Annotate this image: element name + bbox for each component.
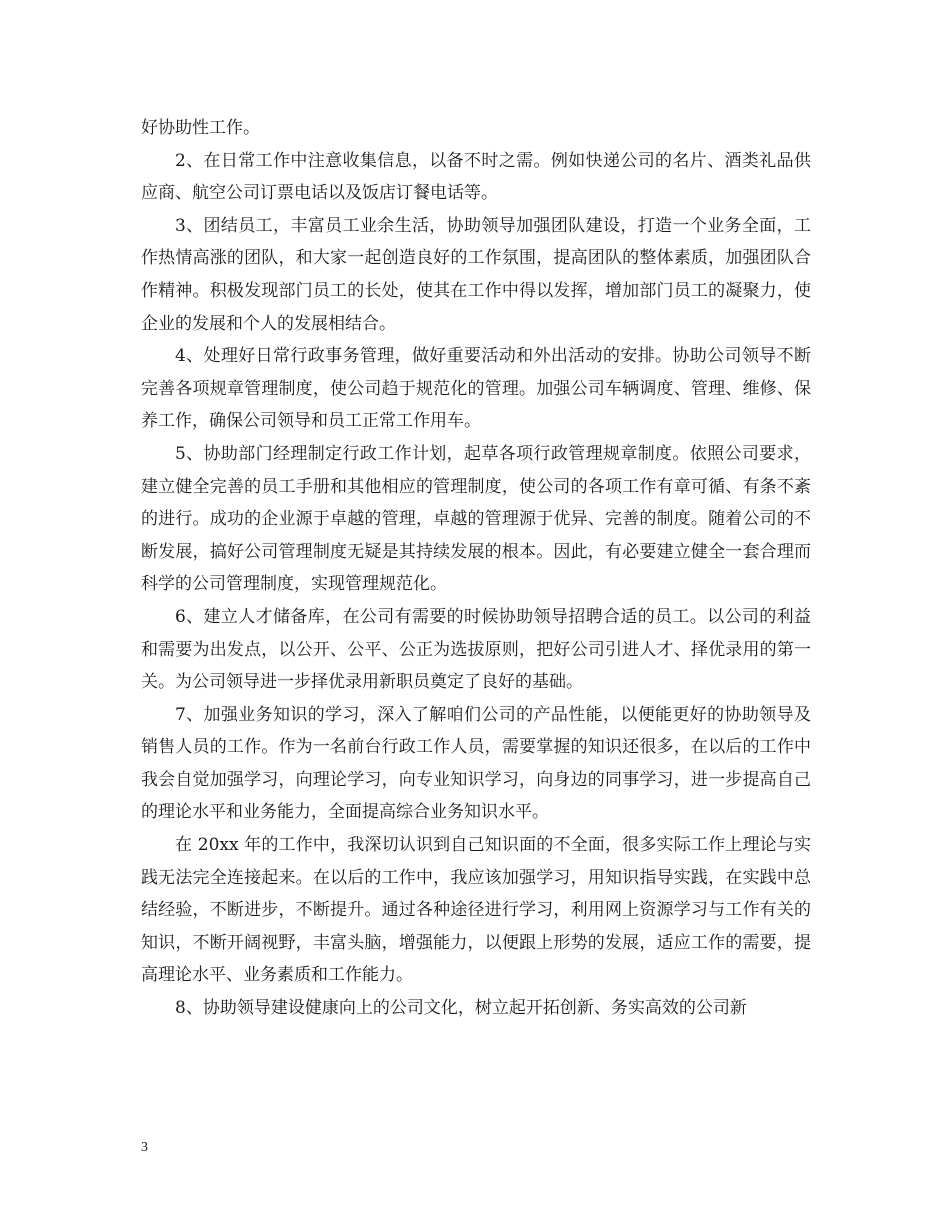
page-number: 3 (141, 1140, 148, 1155)
paragraph-2: 2、在日常工作中注意收集信息，以备不时之需。例如快递公司的名片、酒类礼品供应商、航空公司订票电话以及饭店订餐电话等。 (141, 150, 811, 204)
body-text (141, 112, 811, 1025)
paragraph-4: 4、处理好日常行政事务管理，做好重要活动和外出活动的安排。协助公司领导不断完善各项规章管理制度，使公司趋于规范化的管理。加强公司车辆调度、管理、维修、保养工作，确保公司领导和员工正常工作用车。 (141, 346, 811, 432)
paragraph-1: 好协助性工作。 (141, 118, 260, 138)
paragraph-8: 在 20xx 年的工作中，我深切认识到自己知识面的不全面，很多实际工作上理论与实践无法完全连接起来。在以后的工作中，我应该加强学习，用知识指导实践，在实践中总结经验，不断进步，不断提升。通过各种途径进行学习，利用网上资源学习与工作有关的知识，不断开阔视野，丰富头脑，增强能力，以便跟上形势的发展，适应工作的需要，提高理论水平、业务素质和工作能力。 (141, 835, 811, 986)
paragraph-5: 5、协助部门经理制定行政工作计划，起草各项行政管理规章制度。依照公司要求，建立健全完善的员工手册和其他相应的管理制度，使公司的各项工作有章可循、有条不紊的进行。成功的企业源于卓越的管理，卓越的管理源于优异、完善的制度。随着公司的不断发展，搞好公司管理制度无疑是其持续发展的根本。因此，有必要建立健全一套合理而科学的公司管理制度，实现管理规范化。 (141, 443, 811, 595)
paragraph-9: 8、协助领导建设健康向上的公司文化，树立起开拓创新、务实高效的公司新 (175, 998, 747, 1019)
paragraph-6: 6、建立人才储备库，在公司有需要的时候协助领导招聘合适的员工。以公司的利益和需要为出发点，以公开、公平、公正为选拔原则，把好公司引进人才、择优录用的第一关。为公司领导进一步择优录用新职员奠定了良好的基础。 (141, 606, 811, 693)
paragraph-3: 3、团结员工，丰富员工业余生活，协助领导加强团队建设，打造一个业务全面，工作热情高涨的团队，和大家一起创造良好的工作氛围，提高团队的整体素质，加强团队合作精神。积极发现部门员工的长处，使其在工作中得以发挥，增加部门员工的凝聚力，使企业的发展和个人的发展相结合。 (141, 215, 811, 334)
paragraph-7: 7、加强业务知识的学习，深入了解咱们公司的产品性能，以便能更好的协助领导及销售人员的工作。作为一名前台行政工作人员，需要掌握的知识还很多，在以后的工作中我会自觉加强学习，向理论学习，向专业知识学习，向身边的同事学习，进一步提高自己的理论水平和业务能力，全面提高综合业务知识水平。 (141, 704, 811, 823)
